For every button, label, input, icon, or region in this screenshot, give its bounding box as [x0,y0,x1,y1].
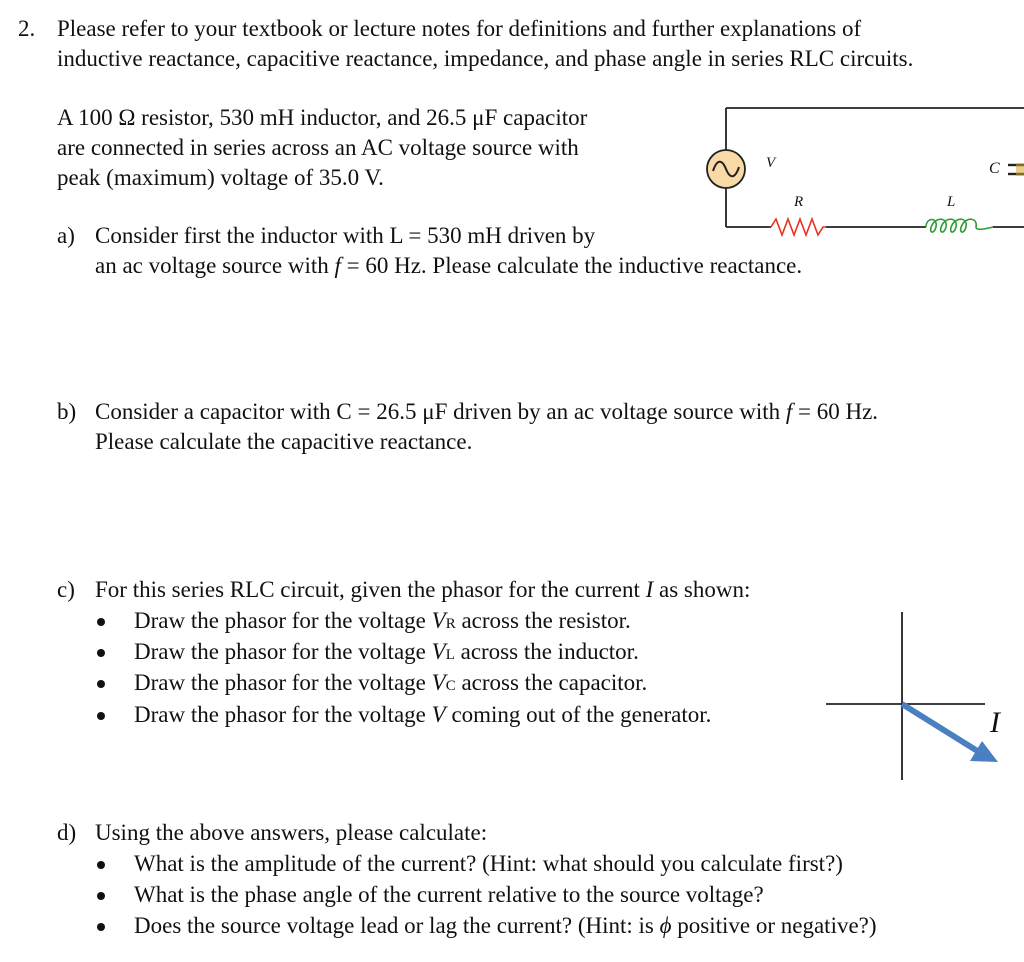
bullet-icon [97,923,105,931]
source-label: V [766,155,776,171]
part-a-letter: a) [57,223,75,248]
bullet-icon [97,618,105,626]
resistor-icon [771,219,826,235]
part-c-bullet-3: Draw the phasor for the voltage VC across the capacitor. [134,670,648,695]
part-b-letter: b) [57,399,77,424]
part-d-line-1: Using the above answers, please calculate: [95,820,488,845]
capacitor-label: C [989,160,1000,177]
setup-line-3: peak (maximum) voltage of 35.0 V. [57,165,384,190]
resistor-label: R [794,194,804,210]
bullet-icon [97,712,105,720]
intro-line-1: Please refer to your textbook or lecture notes for definitions and further explanations of [57,16,862,41]
inductor-label: L [947,194,956,210]
part-d-bullet-1: What is the amplitude of the current? (Hint: what should you calculate first?) [134,851,843,876]
setup-line-2: are connected in series across an AC voltage source with [57,135,579,160]
ac-source-icon [707,150,745,188]
problem-number: 2. [18,16,36,41]
part-c-bullet-1: Draw the phasor for the voltage VR across the resistor. [134,608,631,633]
current-phasor-label: I [990,706,1000,739]
part-a-line-2: an ac voltage source with f = 60 Hz. Please calculate the inductive reactance. [95,253,803,278]
bullet-icon [97,649,105,657]
part-d-bullet-3: Does the source voltage lead or lag the current? (Hint: is ϕ positive or negative?) [134,913,877,938]
part-d-letter: d) [57,820,77,845]
bullet-icon [97,861,105,869]
capacitor-icon [1008,163,1024,176]
setup-line-1: A 100 Ω resistor, 530 mH inductor, and 26.5 μF capacitor [57,105,588,130]
current-phasor-arrow [902,704,998,762]
part-b-line-1: Consider a capacitor with C = 26.5 μF driven by an ac voltage source with f = 60 Hz. [95,399,879,424]
bullet-icon [97,680,105,688]
part-d-bullet-2: What is the phase angle of the current relative to the source voltage? [134,882,764,907]
part-b-line-2: Please calculate the capacitive reactance. [95,429,473,454]
bullet-icon [97,892,105,900]
part-c-bullet-4: Draw the phasor for the voltage V coming out of the generator. [134,702,712,727]
part-a-line-1: Consider first the inductor with L = 530 mH driven by [95,223,596,248]
part-c-bullet-2: Draw the phasor for the voltage VL across the inductor. [134,639,639,664]
intro-line-2: inductive reactance, capacitive reactance, impedance, and phase angle in series RLC circuits. [57,46,914,71]
inductor-icon [926,219,993,232]
part-c-line-1: For this series RLC circuit, given the phasor for the current I as shown: [95,577,751,602]
part-c-letter: c) [57,577,75,602]
